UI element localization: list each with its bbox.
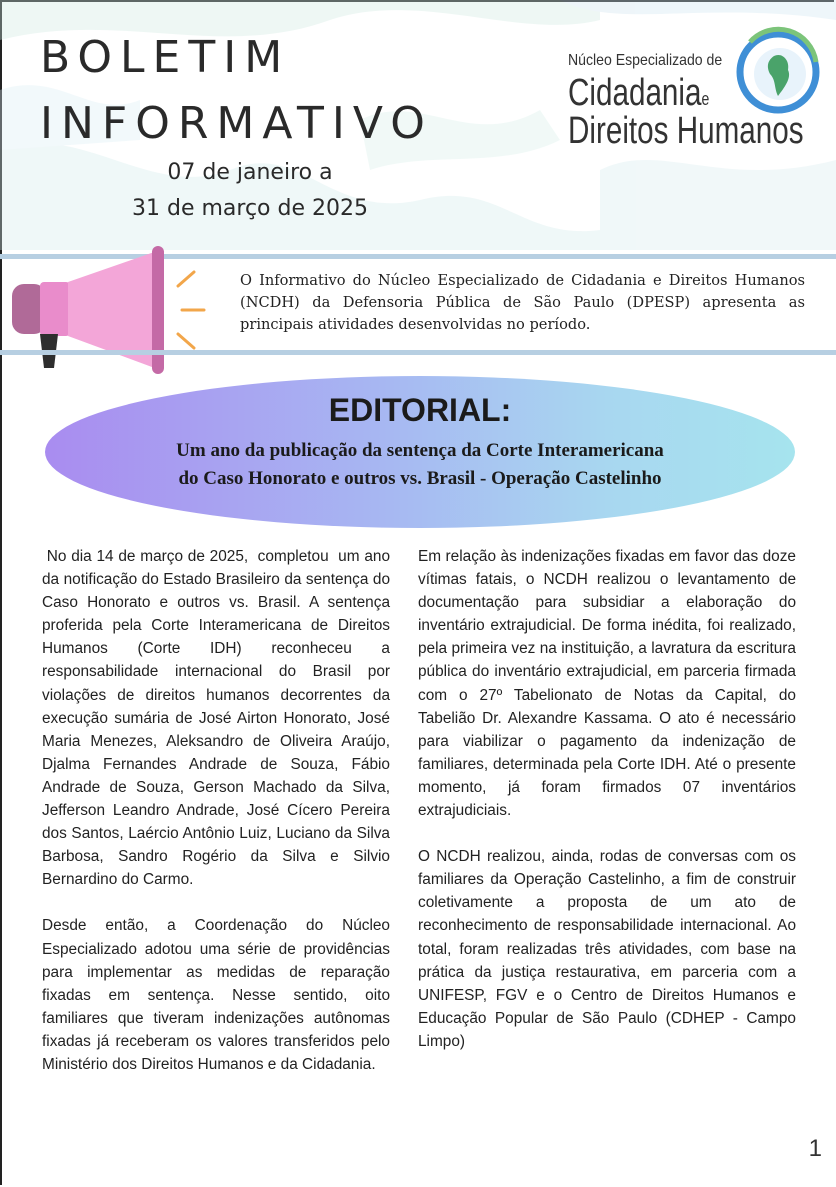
right-column (418, 545, 796, 1076)
editorial-subtitle-line-2: do Caso Honorato e outros vs. Brasil - Operação Castelinho (178, 468, 662, 489)
paragraph-right-1: Em relação às indenizações fixadas em favor das doze vítimas fatais, o NCDH realizou o levantamento de documentação para subsidiar a elaboração do inventário extrajudicial. De forma inédita, foi realizado, pela primeira vez na instituição, a lavratura da escritura pública do inventário extrajudicial, em parceria firmada com o 27º Tabelionato de Notas da Capital, do Tabelião Dr. Alexandre Kassama. O ato é necessário para viabilizar o pagamento da indenização de familiares, determinada pela Corte IDH. Até o presente momento, já foram firmados 07 inventários extrajudiciais. (418, 548, 796, 820)
left-column (42, 545, 395, 1099)
logo-line-2 (568, 72, 709, 115)
newsletter-title-line-1: BOLETIM (40, 32, 291, 83)
paragraph-left-1: No dia 14 de março de 2025, completou um ano da notificação do Estado Brasileiro da sentença do Caso Honorato e outros vs. Brasil. A sentença proferida pela Corte Interamericana de Direitos Humanos (Corte IDH) reconheceu a responsabilidade internacional do Brasil por violações de direitos humanos decorrentes da execução sumária de José Airton Honorato, José Maria Menezes, Aleksandro de Oliveira Araújo, Djalma Fernandes Andrade de Souza, Fábio Andrade de Souza, Gerson Machado da Silva, Jefferson Leandro Andrade, José Cícero Pereira dos Santos, Laércio Antônio Luiz, Luciano da Silva Barbosa, Sandro Rogério da Silva e Silvio Bernardino do Carmo. (42, 548, 395, 889)
page-number: 1 (808, 1135, 822, 1162)
logo-e: e (701, 89, 710, 109)
logo-line-1: Núcleo Especializado de (568, 52, 723, 69)
logo-line-3: Direitos Humanos (568, 110, 804, 152)
paragraph-right-2: O NCDH realizou, ainda, rodas de conversas com os familiares da Operação Castelinho, a fim de construir coletivamente a proposta de um ato de reconhecimento de responsabilidade internacional. Ao total, foram realizadas três atividades, com base na prática da justiça restaurativa, em parceria com a UNIFESP, FGV e o Centro de Direitos Humanos e Educação Popular de São Paulo (CDHEP - Campo Limpo) (418, 848, 796, 1050)
paragraph-left-2: Desde então, a Coordenação do Núcleo Especializado adotou uma série de providências para implementar as medidas de reparação fixadas em sentença. Nesse sentido, oito familiares que tiveram indenizações autônomas fixadas já receberam os valores transferidos pelo Ministério dos Direitos Humanos e da Cidadania. (42, 917, 390, 1073)
megaphone-icon (10, 246, 220, 376)
editorial-title: EDITORIAL: (328, 392, 512, 428)
editorial-subtitle-line-1: Um ano da publicação da sentença da Corte Interamericana (176, 440, 664, 461)
divider-band-bottom (0, 350, 836, 355)
intro-text: O Informativo do Núcleo Especializado de Cidadania e Direitos Humanos (NCDH) da Defensoria Pública de São Paulo (DPESP) apresenta as principais atividades desenvolvidas no período. (240, 272, 805, 333)
period-line-1: 07 de janeiro a (167, 160, 333, 185)
logo-cidadania: Cidadania (568, 72, 702, 114)
period-line-2: 31 de março de 2025 (132, 196, 368, 221)
ncdh-logo (560, 22, 822, 172)
newsletter-title-line-2: INFORMATIVO (40, 98, 433, 149)
